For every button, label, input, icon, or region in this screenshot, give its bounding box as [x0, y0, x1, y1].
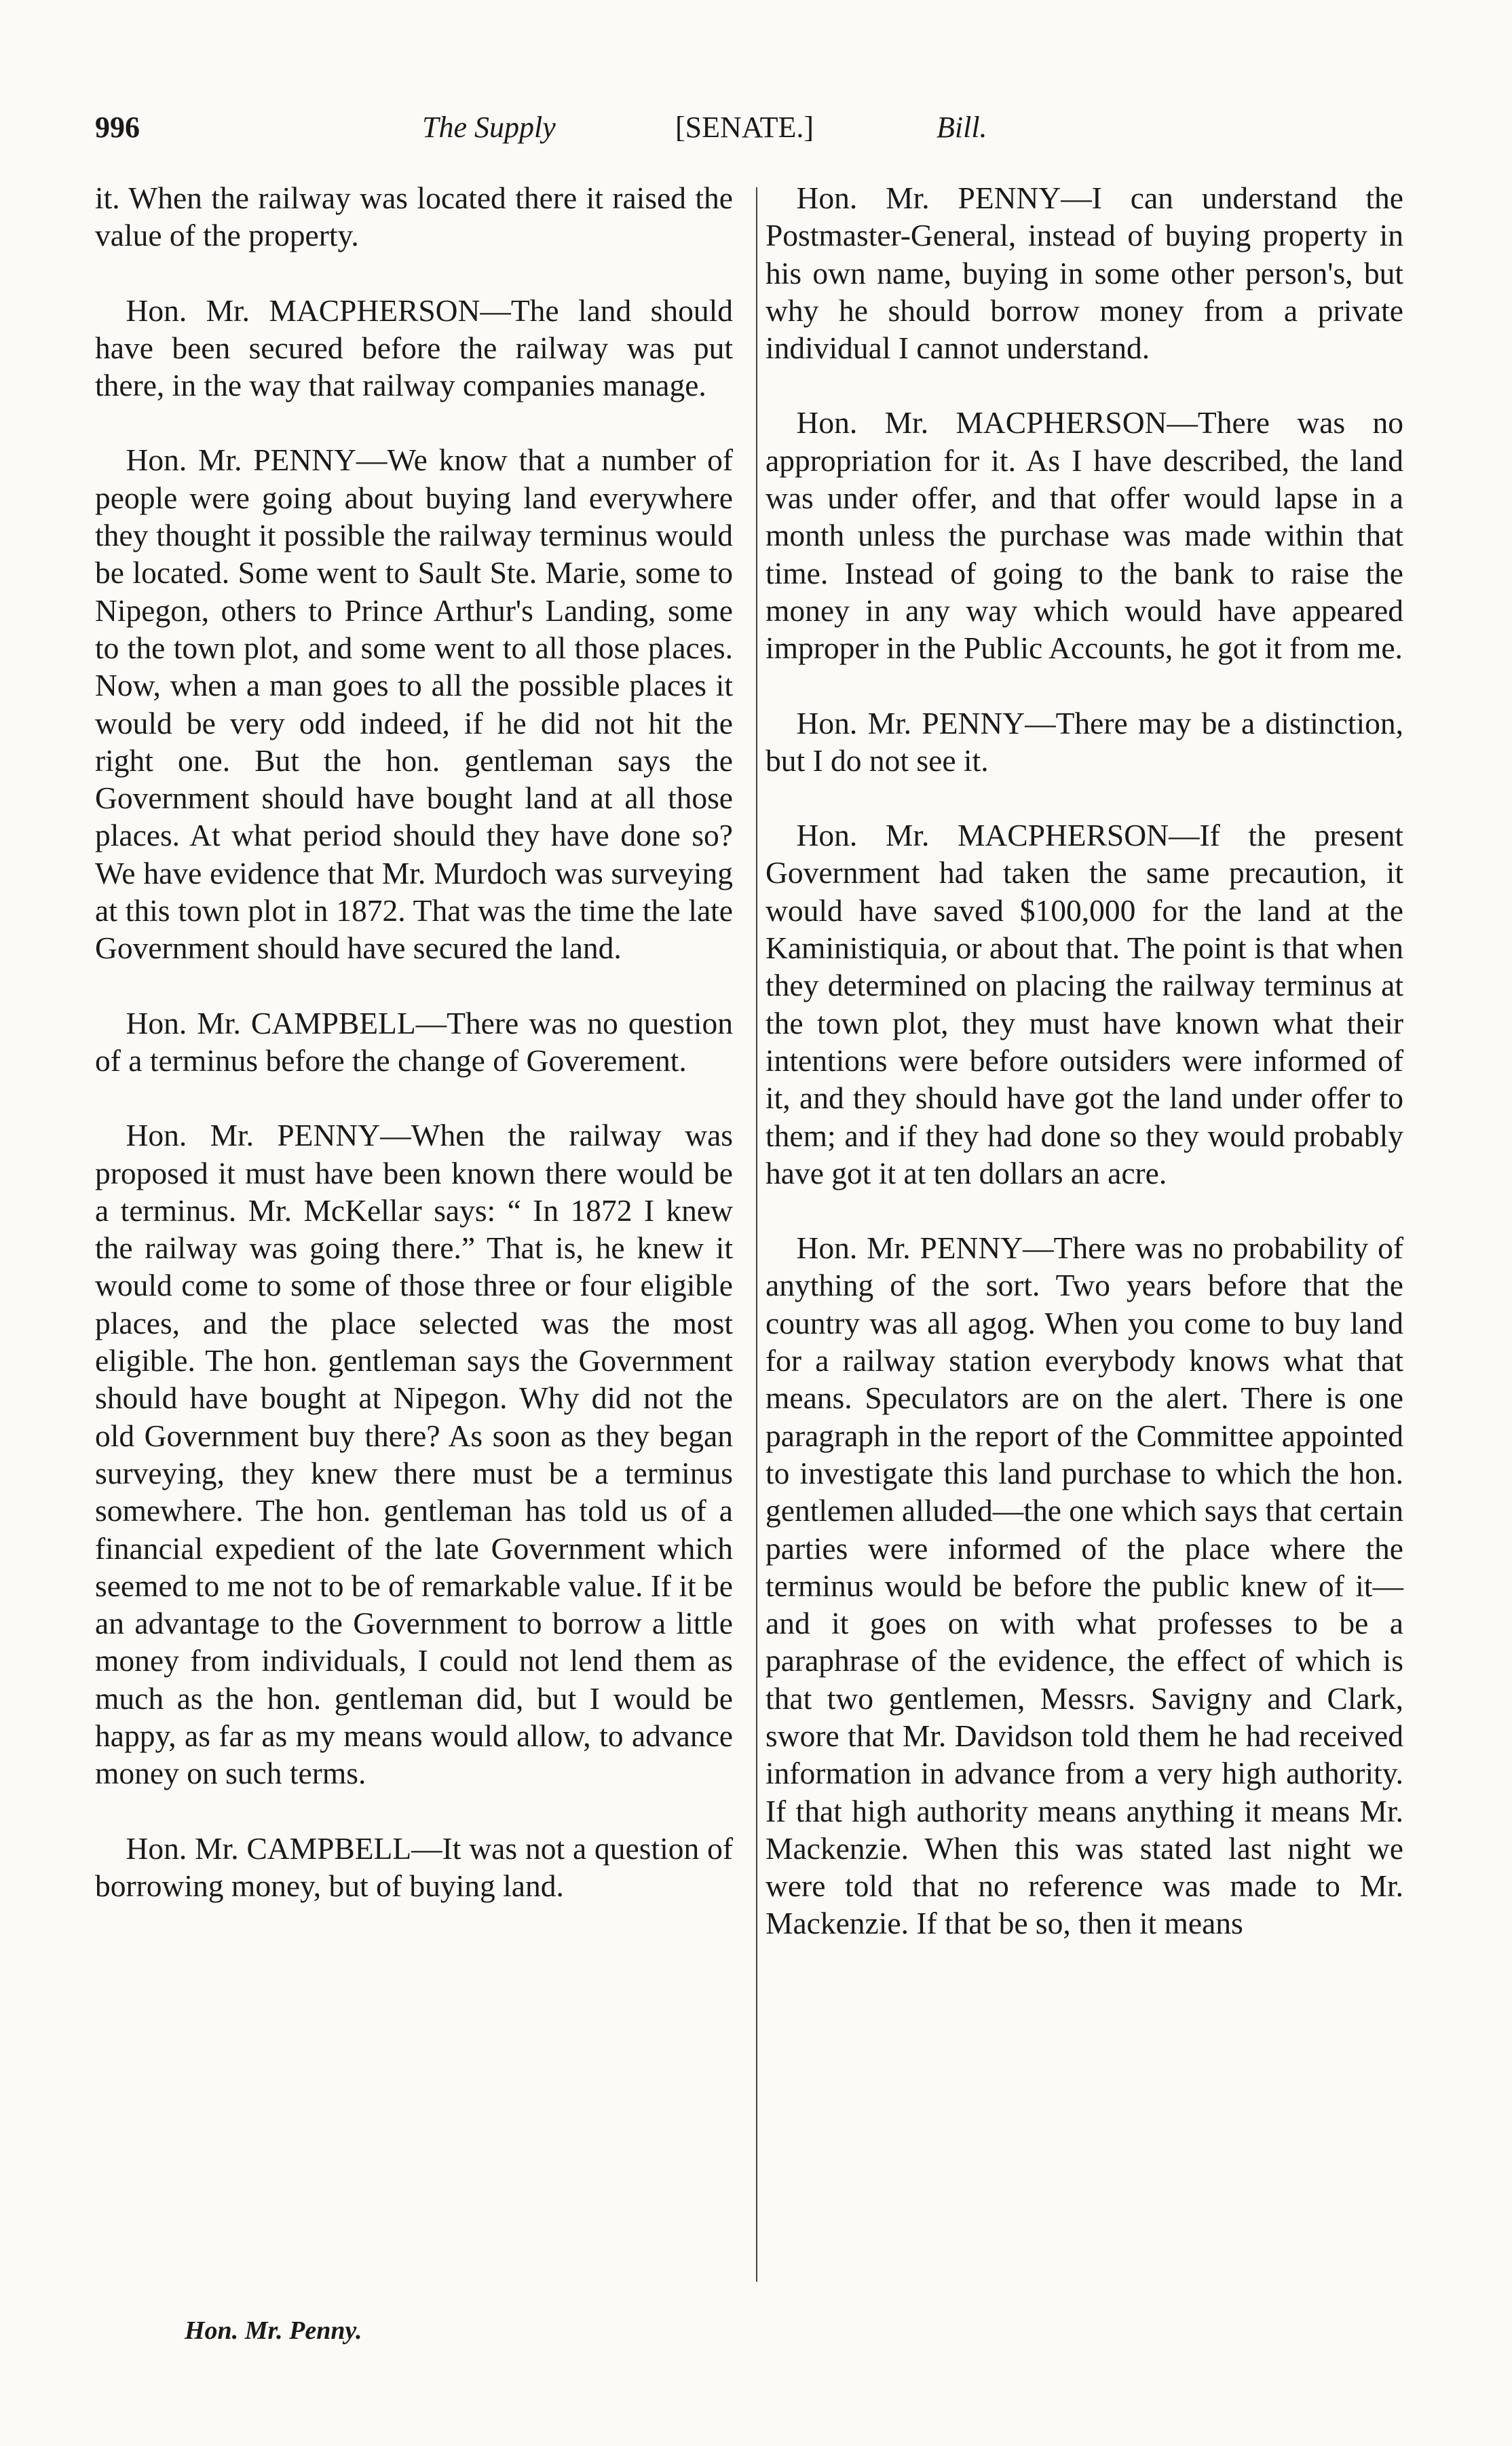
speaker-name: Hon. Mr. MACPHERSON — [126, 293, 480, 328]
speaker-name: Hon. Mr. PENNY — [796, 705, 1025, 740]
header-title-left: The Supply — [422, 111, 556, 144]
paragraph — [766, 404, 1403, 666]
paragraph — [766, 816, 1403, 1192]
speech-text: —There was no question of a terminus before the change of Goverement. — [95, 1005, 734, 1078]
paragraph — [95, 292, 733, 404]
speech-text: —There was no probability of anything of the sort. Two years before that the country was all agog. When you come to buy land for a railway station everybody knows what that means. Speculators are on the alert. There is one paragraph in the report of the Committee appointed to investigate this land purchase to which the hon. gentlemen alluded—the one which says that certain parties were informed of the place where the terminus would be before the public knew of it—and it goes on with what professes to be a paraphrase of the evidence, the effect of which is that two gentlemen, Messrs. Savigny and Clark, swore that Mr. Davidson told them he had received information in advance from a very high authority. If that high authority means anything it means Mr. Mackenzie. When this was stated last night we were told that no reference was made to Mr. Mackenzie. If that be so, then it means — [766, 1230, 1404, 1941]
paragraph — [95, 441, 733, 966]
paragraph — [766, 1229, 1403, 1942]
paragraph — [766, 704, 1403, 780]
speaker-name: Hon. Mr. MACPHERSON — [796, 818, 1169, 853]
column-divider — [756, 187, 757, 2282]
header-title-center: [SENATE.] — [675, 111, 814, 144]
speech-text: —There may be a distinction, but I do not see it. — [766, 705, 1403, 778]
paragraph — [766, 179, 1403, 366]
speaker-name: Hon. Mr. CAMPBELL — [126, 1830, 412, 1866]
speech-text: —If the present Government had taken the same precaution, it would have saved $100,000 for the land at the Kaministiquia, or about that. The point is that when they determined on placing the railway terminus at the town plot, they must have known what their intentions were before outsiders were informed of it, and they should have got the land under offer to them; and if they had done so they would probably have got it at ten dollars an acre. — [766, 818, 1404, 1190]
running-header — [95, 110, 1417, 151]
speech-text: —When the railway was proposed it must have been known there would be a terminus. Mr. McKellar says: “ In 1872 I knew the railway was going there.” That is, he knew it would come to some of those three or four eligible places, and the place selected was the most eligible. The hon. gentleman says the Government should have bought at Nipegon. Why did not the old Government buy there? As soon as they began surveying, they knew there must be a terminus somewhere. The hon. gentleman has told us of a financial expedient of the late Government which seemed to me not to be of remarkable value. If it be an advantage to the Government to borrow a little money from individuals, I could not lend them as much as the hon. gentleman did, but I would be happy, as far as my means would allow, to advance money on such terms. — [95, 1118, 733, 1791]
speech-text: it. When the railway was located there it raised the value of the property. — [95, 181, 733, 253]
left-column — [95, 179, 733, 1904]
speech-text: —The land should have been secured before the railway was put there, in the way that railway companies manage. — [95, 293, 733, 403]
speaker-name: Hon. Mr. MACPHERSON — [796, 405, 1167, 440]
speaker-name: Hon. Mr. PENNY — [796, 181, 1061, 215]
page-number: 996 — [95, 111, 140, 144]
paragraph — [95, 1116, 733, 1792]
speaker-name: Hon. Mr. CAMPBELL — [126, 1005, 416, 1040]
speaker-name: Hon. Mr. PENNY — [796, 1230, 1023, 1266]
speaker-name: Hon. Mr. PENNY — [126, 443, 356, 478]
paragraph — [95, 1004, 733, 1080]
catchword: Hon. Mr. Penny. — [185, 2316, 362, 2345]
right-column — [766, 179, 1403, 1942]
speech-text: —It was not a question of borrowing money, but of buying land. — [95, 1830, 733, 1903]
paragraph — [95, 1830, 733, 1905]
speech-text: —We know that a number of people were going about buying land everywhere they thought it possible the railway terminus would be located. Some went to Sault Ste. Marie, some to Nipegon, others to Prince Arthur's Landing, some to the town plot, and some went to all those places. Now, when a man goes to all the possible places it would be very odd indeed, if he did not hit the right one. But the hon. gentleman says the Government should have bought land at all those places. At what period should they have done so? We have evidence that Mr. Murdoch was surveying at this town plot in 1872. That was the time the late Government should have secured the land. — [95, 443, 733, 966]
speaker-name: Hon. Mr. PENNY — [126, 1118, 381, 1153]
header-title-right: Bill. — [937, 111, 987, 144]
speech-text: —I can understand the Postmaster-General, instead of buying property in his own name, buying in some other person's, but why he should borrow money from a private individual I cannot understand. — [766, 181, 1403, 366]
paragraph — [95, 179, 733, 255]
speech-text: —There was no appropriation for it. As I have described, the land was under offer, and that offer would lapse in a month unless the purchase was made within that time. Instead of going to the bank to raise the money in any way which would have appeared improper in the Public Accounts, he got it from me. — [766, 405, 1403, 666]
